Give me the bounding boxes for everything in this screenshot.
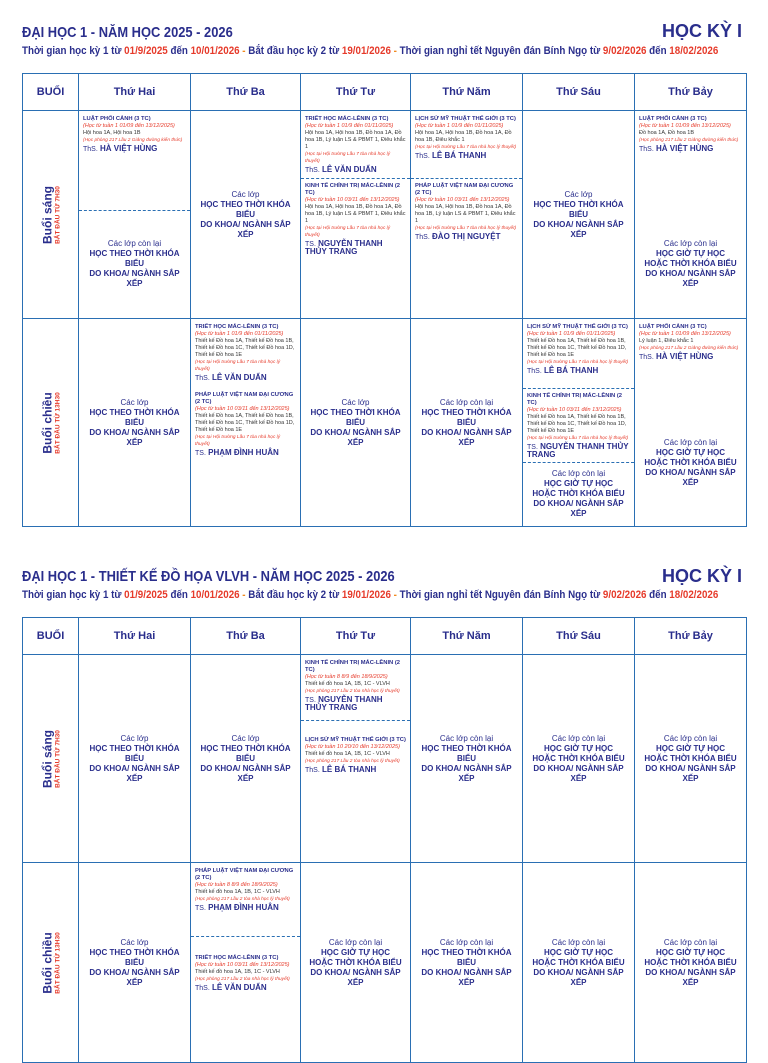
timetable bbox=[22, 617, 747, 1063]
cell-wed-am bbox=[301, 111, 411, 319]
cell-thu-pm: Các lớp còn lại HỌC THEO THỜI KHÓA BIỂU DO KHOA/ NGÀNH SẮP XẾP bbox=[411, 863, 523, 1063]
cell-wed-pm: Các lớp còn lại HỌC GIỜ TỰ HỌC HOẶC THỜI KHÓA BIỂU DO KHOA/ NGÀNH SẮP XẾP bbox=[301, 863, 411, 1063]
cell-mon-pm: Các lớp HỌC THEO THỜI KHÓA BIỂU DO KHOA/ NGÀNH SẮP XẾP bbox=[79, 863, 191, 1063]
header-row bbox=[23, 74, 747, 111]
course-block: KINH TẾ CHÍNH TRỊ MÁC-LÊNIN (2 TC) (Học từ tuần 8 8/9 đến 18/9/2025) Thiết kế đồ hoa 1A, 1B, 1C - VLVH (Học phòng 217 Lầu 2 tòa nhà học lý thuyết) TS. NGUYỄN THANH THỦY TRANG bbox=[305, 659, 401, 712]
course-block: LỊCH SỬ MỸ THUẬT THẾ GIỚI (3 TC) (Học từ tuần 10 20/10 đến 13/12/2025) Thiết kế đồ hoa 1A, 1B, 1C - VLVH (Học phòng 217 Lầu 2 tòa nhà học lý thuyết) ThS. LÊ BÁ THANH bbox=[301, 720, 410, 862]
afternoon-row bbox=[23, 863, 747, 1063]
cell-wed-am bbox=[301, 655, 411, 863]
cell-tue-am: Các lớp HỌC THEO THỜI KHÓA BIỂU DO KHOA/ NGÀNH SẮP XẾP bbox=[191, 655, 301, 863]
day-header: Thứ Năm bbox=[411, 74, 523, 111]
day-header: Thứ Ba bbox=[191, 74, 301, 111]
course-block: PHÁP LUẬT VIỆT NAM ĐẠI CƯƠNG (2 TC) (Học từ tuần 8 8/9 đến 18/9/2025) Thiết kế đồ hoa 1A, 1B, 1C - VLVH (Học phòng 217 Lầu 2 tòa nhà học lý thuyết) TS. PHẠM ĐÌNH HUÂN bbox=[195, 867, 294, 912]
cell-mon-am: Các lớp HỌC THEO THỜI KHÓA BIỂU DO KHOA/ NGÀNH SẮP XẾP bbox=[79, 655, 191, 863]
cell-tue-pm bbox=[191, 319, 301, 527]
course-block: KINH TẾ CHÍNH TRỊ MÁC-LÊNIN (2 TC) (Học từ tuần 10 03/11 đến 13/12/2025) Hội hoa 1A, Hội hoa 1B, Đồ hoa 1A, Đồ hoa 1B, Lý luận LS & PBMT 1, Điêu khắc 1 (Học tại Hội trường Lầu 7 tòa nhà học lý thuyết) TS. NGUYỄN THANH THỦY TRANG bbox=[301, 178, 410, 318]
day-header: Thứ Hai bbox=[79, 618, 191, 655]
cell-fri-pm bbox=[523, 319, 635, 527]
course-block: PHÁP LUẬT VIỆT NAM ĐẠI CƯƠNG (2 TC) (Học từ tuần 10 03/11 đến 13/12/2025) Thiết kế Đồ hoa 1A, Thiết kế Đồ hoa 1B, Thiết kế Đồ hoa 1C, Thiết kế Đồ hoa 1D, Thiết kế Đồ hoa 1E (Học tại Hội trường Lầu 7 tòa nhà học lý thuyết) TS. PHẠM ĐÌNH HUÂN bbox=[195, 391, 295, 457]
day-header: Thứ Năm bbox=[411, 618, 523, 655]
cell-sat-am: Các lớp còn lại HỌC GIỜ TỰ HỌC HOẶC THỜI KHÓA BIỂU DO KHOA/ NGÀNH SẮP XẾP bbox=[635, 655, 747, 863]
day-header: Thứ Bảy bbox=[635, 618, 747, 655]
course-block: LỊCH SỬ MỸ THUẬT THẾ GIỚI (3 TC) (Học từ tuần 1 01/9 đến 01/11/2025) Thiết kế Đồ hoa 1A, Thiết kế Đồ hoa 1B, Thiết kế Đồ hoa 1C, Thiết kế Đồ hoa 1D, Thiết kế Đồ hoa 1E (Học tại Hội trường Lầu 7 tòa nhà học lý thuyết) ThS. LÊ BÁ THANH bbox=[527, 323, 629, 375]
generic-block: Các lớp còn lại HỌC GIỜ TỰ HỌC HOẶC THỜI KHÓA BIỂU DO KHOA/ NGÀNH SẮP XẾP bbox=[523, 462, 634, 526]
cell-thu-pm: Các lớp còn lại HỌC THEO THỜI KHÓA BIỂU DO KHOA/ NGÀNH SẮP XẾP bbox=[411, 319, 523, 527]
course-block: LỊCH SỬ MỸ THUẬT THẾ GIỚI (3 TC) (Học từ tuần 1 01/9 đến 01/11/2025) Hội hoa 1A, Hội hoa 1B, Đồ hoa 1A, Đồ hoa 1B, Điêu khắc 1 (Học tại Hội trường Lầu 7 tòa nhà học lý thuyết) ThS. LÊ BÁ THANH bbox=[415, 115, 517, 160]
day-header: Thứ Ba bbox=[191, 618, 301, 655]
course-block: TRIẾT HỌC MÁC-LÊNIN (3 TC) (Học từ tuần 1 01/9 đến 01/11/2025) Thiết kế Đồ hoa 1A, Thiết kế Đồ hoa 1B, Thiết kế Đồ hoa 1C, Thiết kế Đồ hoa 1D, Thiết kế Đồ hoa 1E (Học tại Hội trường Lầu 7 tòa nhà học lý thuyết) ThS. LÊ VĂN DUẨN bbox=[195, 323, 295, 382]
afternoon-label: Buổi chiều BẮT ĐẦU TỪ 13H30 bbox=[23, 863, 79, 1063]
buoi-header: BUỔI bbox=[23, 618, 79, 655]
semester-label: HỌC KỲ I bbox=[661, 21, 742, 41]
day-header: Thứ Sáu bbox=[523, 74, 635, 111]
day-header: Thứ Hai bbox=[79, 74, 191, 111]
course-block: LUẬT PHỐI CẢNH (3 TC) (Học từ tuần 1 01/09 đến 13/12/2025) Hội hoa 1A, Hội hoa 1B (Học phòng 217 Lầu 2 Giảng đường kiến thức) ThS. HÀ VIỆT HÙNG bbox=[83, 115, 183, 153]
day-header: Thứ Sáu bbox=[523, 618, 635, 655]
generic-block: Các lớp còn lại HỌC GIỜ TỰ HỌC HOẶC THỜI KHÓA BIỂU DO KHOA/ NGÀNH SẮP XẾP bbox=[644, 238, 737, 288]
generic-block: Các lớp còn lại HỌC GIỜ TỰ HỌC HOẶC THỜI KHÓA BIỂU DO KHOA/ NGÀNH SẮP XẾP bbox=[644, 437, 737, 487]
cell-fri-am: Các lớp còn lại HỌC GIỜ TỰ HỌC HOẶC THỜI KHÓA BIỂU DO KHOA/ NGÀNH SẮP XẾP bbox=[523, 655, 635, 863]
day-header: Thứ Tư bbox=[301, 618, 411, 655]
morning-label: Buổi sáng BẮT ĐẦU TỪ 7H30 bbox=[23, 111, 79, 319]
cell-mon-pm: Các lớp HỌC THEO THỜI KHÓA BIỂU DO KHOA/ NGÀNH SẮP XẾP bbox=[79, 319, 191, 527]
timetable bbox=[22, 73, 747, 527]
afternoon-label: Buổi chiều BẮT ĐẦU TỪ 13H30 bbox=[23, 319, 79, 527]
course-block: TRIẾT HỌC MÁC-LÊNIN (3 TC) (Học từ tuần 10 03/11 đến 13/12/2025) Thiết kế đồ hoa 1A, 1B, 1C - VLVH (Học phòng 217 Lầu 2 tòa nhà học lý thuyết) ThS. LÊ VĂN DUẨN bbox=[191, 936, 300, 1062]
cell-tue-pm bbox=[191, 863, 301, 1063]
semester-dates: Thời gian học kỳ 1 từ 01/9/2025 đến 10/01/2026 - Bắt đầu học kỳ 2 từ 19/01/2026 - Thời gian nghỉ tết Nguyên đán Bính Ngọ từ 9/02/2026 đến 18/02/2026 bbox=[22, 45, 719, 57]
morning-row bbox=[23, 111, 747, 319]
buoi-header: BUỔI bbox=[23, 74, 79, 111]
cell-sat-pm bbox=[635, 319, 747, 527]
course-block: LUẬT PHỐI CẢNH (3 TC) (Học từ tuần 1 01/09 đến 13/12/2025) Lý luận 1, Điêu khắc 1 (Học phòng 217 Lầu 2 Giảng đường kiến thức) ThS. HÀ VIỆT HÙNG bbox=[639, 323, 739, 361]
cell-mon-am bbox=[79, 111, 191, 319]
afternoon-row bbox=[23, 319, 747, 527]
semester-label: HỌC KỲ I bbox=[661, 566, 742, 586]
cell-thu-am: Các lớp còn lại HỌC THEO THỜI KHÓA BIỂU DO KHOA/ NGÀNH SẮP XẾP bbox=[411, 655, 523, 863]
morning-label: Buổi sáng BẮT ĐẦU TỪ 7H30 bbox=[23, 655, 79, 863]
cell-sat-pm: Các lớp còn lại HỌC GIỜ TỰ HỌC HOẶC THỜI KHÓA BIỂU DO KHOA/ NGÀNH SẮP XẾP bbox=[635, 863, 747, 1063]
cell-tue-am: Các lớp HỌC THEO THỜI KHÓA BIỂU DO KHOA/ NGÀNH SẮP XẾP bbox=[191, 111, 301, 319]
cell-wed-pm: Các lớp HỌC THEO THỜI KHÓA BIỂU DO KHOA/ NGÀNH SẮP XẾP bbox=[301, 319, 411, 527]
cell-fri-am: Các lớp HỌC THEO THỜI KHÓA BIỂU DO KHOA/ NGÀNH SẮP XẾP bbox=[523, 111, 635, 319]
day-header: Thứ Bảy bbox=[635, 74, 747, 111]
day-header: Thứ Tư bbox=[301, 74, 411, 111]
cell-fri-pm: Các lớp còn lại HỌC GIỜ TỰ HỌC HOẶC THỜI KHÓA BIỂU DO KHOA/ NGÀNH SẮP XẾP bbox=[523, 863, 635, 1063]
course-block: KINH TẾ CHÍNH TRỊ MÁC-LÊNIN (2 TC) (Học từ tuần 10 03/11 đến 13/12/2025) Thiết kế Đồ hoa 1A, Thiết kế Đồ hoa 1B, Thiết kế Đồ hoa 1C, Thiết kế Đồ hoa 1D, Thiết kế Đồ hoa 1E (Học tại Hội trường Lầu 7 tòa nhà học lý thuyết) TS. NGUYỄN THANH THỦY TRANG bbox=[523, 388, 634, 462]
morning-row bbox=[23, 655, 747, 863]
course-block: PHÁP LUẬT VIỆT NAM ĐẠI CƯƠNG (2 TC) (Học từ tuần 10 03/11 đến 13/12/2025) Hội hoa 1A, Hội hoa 1B, Đồ hoa 1A, Đồ hoa 1B, Lý luận LS & PBMT 1, Điêu khắc 1 (Học tại Hội trường Lầu 7 tòa nhà học lý thuyết) ThS. ĐÀO THỊ NGUYỆT bbox=[411, 178, 522, 318]
cell-sat-am bbox=[635, 111, 747, 319]
section-title: ĐẠI HỌC 1 - THIẾT KẾ ĐỒ HỌA VLVH - NĂM HỌC 2025 - 2026 bbox=[22, 568, 395, 585]
course-block: LUẬT PHỐI CẢNH (3 TC) (Học từ tuần 1 01/09 đến 13/12/2025) Đồ hoa 1A, Đồ hoa 1B (Học phòng 217 Lầu 2 Giảng đường kiến thức) ThS. HÀ VIỆT HÙNG bbox=[639, 115, 739, 153]
section-title: ĐẠI HỌC 1 - NĂM HỌC 2025 - 2026 bbox=[22, 24, 233, 41]
course-block: TRIẾT HỌC MÁC-LÊNIN (3 TC) (Học từ tuần 1 01/9 đến 01/11/2025) Hội hoa 1A, Hội hoa 1B, Đồ hoa 1A, Đồ hoa 1B, Lý luận LS & PBMT 1, Điêu khắc 1 (Học tại Hội trường Lầu 7 tòa nhà học lý thuyết) ThS. LÊ VĂN DUẨN bbox=[305, 115, 406, 174]
header-row bbox=[23, 618, 747, 655]
semester-dates: Thời gian học kỳ 1 từ 01/9/2025 đến 10/01/2026 - Bắt đầu học kỳ 2 từ 19/01/2026 - Thời gian nghỉ tết Nguyên đán Bính Ngọ từ 9/02/2026 đến 18/02/2026 bbox=[22, 589, 719, 601]
cell-thu-am bbox=[411, 111, 523, 319]
generic-block: Các lớp còn lại HỌC THEO THỜI KHÓA BIỂU DO KHOA/ NGÀNH SẮP XẾP bbox=[79, 210, 190, 318]
